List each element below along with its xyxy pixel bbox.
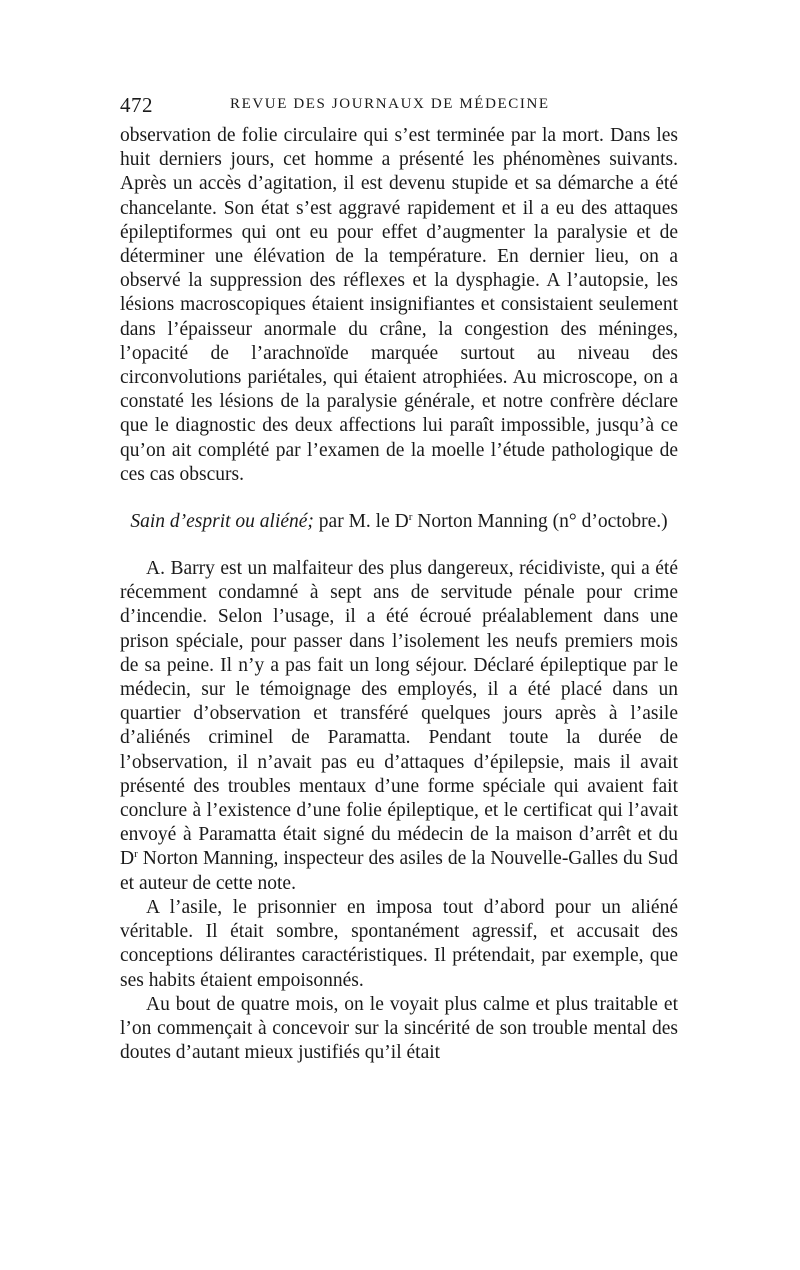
paragraph-case-description	[120, 557, 678, 896]
page-header	[120, 93, 680, 119]
page-number: 472	[120, 93, 153, 117]
running-title: REVUE DES JOURNAUX DE MÉDECINE	[230, 96, 550, 112]
section-title-superscript: r	[408, 511, 413, 524]
section-title-author-prefix: par M. le D	[313, 511, 409, 533]
paragraph-continued: observation de folie circulaire qui s’est terminée par la mort. Dans les huit derniers jours, cet homme a présenté les phénomènes suivants. Après un accès d’agitation, il est devenu stupide et sa démarche a été chancelante. Son état s’est aggravé rapidement et il a eu des attaques épileptiformes qui ont eu pour effet d’augmenter la paralysie et de déterminer une élévation de la température. En dernier lieu, on a observé la suppression des réflexes et la dysphagie. A l’autopsie, les lésions macroscopiques étaient insignifiantes et consistaient seulement dans l’épaisseur anormale du crâne, la congestion des méninges, l’opacité de l’arachnoïde marquée surtout au niveau des circonvolutions pariétales, qui étaient atrophiées. Au microscope, on a constaté les lésions de la paralysie générale, et notre confrère déclare que le diagnostic des deux affections lui paraît impossible, jusqu’à ce qu’on ait complété par l’examen de la moelle l’étude pathologique de ces cas obscurs.	[120, 125, 678, 485]
paragraph-asylum: A l’asile, le prisonnier en imposa tout d’abord pour un aliéné véritable. Il était sombre, spontanément agressif, et accusait des conceptions délirantes caractéristiques. Il prétendait, par exemple, que ses habits étaient empoisonnés.	[120, 896, 678, 991]
paragraph-case-superscript: r	[134, 848, 138, 861]
section-title-author: Norton Manning (n° d’octobre.)	[412, 511, 668, 533]
paragraph-case-text: A. Barry est un malfaiteur des plus dangereux, récidiviste, qui a été récemment condamné à sept ans de servitude pénale pour crime d’incendie. Selon l’usage, il a été écroué préalablement dans une prison spéciale, pour passer dans l’isolement les neufs premiers mois de sa peine. Il n’y a pas fait un long séjour. Déclaré épileptique par le médecin, sur le témoignage des employés, il a été placé dans un quartier d’observation et transféré quelques jours après à l’asile d’aliénés criminel de Paramatta. Pendant toute la durée de l’observation, il n’avait pas eu d’attaques d’épilepsie, mais il avait présenté des troubles mentaux d’une forme spéciale qui avaient fait conclure à l’existence d’une folie épileptique, et le certificat qui l’avait envoyé à Paramatta était signé du médecin de la maison d’arrêt et du D	[120, 558, 678, 870]
body-text	[120, 124, 678, 1065]
paragraph-four-months: Au bout de quatre mois, on le voyait plus calme et plus traitable et l’on commençait à concevoir sur la sincérité de son trouble mental des doutes d’autant mieux justifiés qu’il était	[120, 993, 678, 1064]
section-title	[128, 509, 670, 535]
section-title-italic: Sain d’esprit ou aliéné;	[130, 511, 314, 533]
paragraph-case-end: Norton Manning, inspecteur des asiles de la Nouvelle-Galles du Sud et auteur de cette note.	[120, 848, 678, 894]
